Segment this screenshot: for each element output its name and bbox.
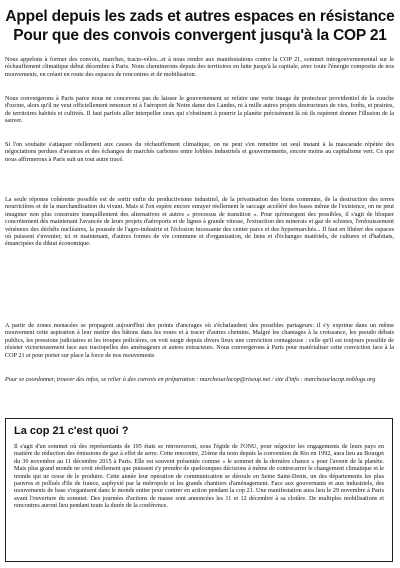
paragraph-zones: A partir de zones menacées se propagent aujourd'hui des points d'ancrages où s'échafaudent des possibles partageurs: il s'y exprime dans un même mouvement cette aspiration à leur mettre des bâtons dans les roues et à tracer d'autres chemins. Malgré les chantages à la croissance, les pseudo débats publics, les pressions judiciaires et les troupes policières, on voit surgir depuis divers lieux une conviction contagieuse : celle qu'il est toujours possible de résister victorieusement face aux tractopelles des aménageurs et autres extracteurs. Nous convergerons à Paris pour matérialiser cette conviction face à la COP 21 et pour porter sur place la force de nos mouvements	[5, 322, 394, 359]
info-box	[5, 418, 393, 562]
headline: Appel depuis les zads et autres espaces en résistance	[5, 8, 395, 25]
paragraph-response: La seule réponse cohérente possible est de sortir enfin du productivisme industriel, de la privatisation des biens communs, de la destruction des terres nourricières et de la marchandisation du vivant. Mais si l'on espère encore enrayer réellement le saccage accéléré des bases même de l'existence, on ne peut imaginer non plus construire tranquillement des alternatives et autres « processus de transition ». Pour qu'émergent des possibles, il s'agit de bloquer concrètement dès maintenant l'avancée de leurs projets d'aéroports et de lignes à grande vitesse, l'extraction des minerais et gaz de schistes, l'enfouissement vénéneux des déchêts nucléaires, la poussée de l'agro-industrie et l'éclosion incessante des center parcs et des hypermarchés... Il faut en libérer des espaces où puissent s'inventer, ici et maintenant, d'autres formes de vie commune et d'organisation, de liens et d'échanges matériels, de cultures et d'habitats, émancipées du diktat économique.	[5, 196, 394, 248]
subheadline: Pour que des convois convergent jusqu'à la COP 21	[13, 27, 387, 44]
info-box-title: La cop 21 c'est quoi ?	[14, 425, 129, 437]
paragraph-convergence: Nous convergerons à Paris parce nous ne concevons pas de laisser le gouvernement se refaire une verte image de protecteur providentiel de la couche d'ozone, alors qu'il ne veut officiellement renoncer ni à l'aéroport de Notre dame des Landes, ni à mille autres projets destructeurs de vies, forêts, et prairies, de territoires habités et cultivés. Il faut parfois aller interpeller ceux qui s'obstinent à pourrir la planète précisément là où ils espèrent donner l'illusion de la sauver.	[5, 95, 394, 125]
paragraph-climate: Si l'on souhaite s'attaquer réellement aux causes du réchauffement climatique, on ne peut s'en remettre un seul instant à la mascarade répétée des négociations perdues d'avances et des échanges de marchés carbones entre lobbies industriels et gouvernements, encore moins au capitalisme vert. Ce que nous affirmerons à Paris suit un tout autre tracé.	[5, 141, 394, 163]
info-box-text: Il s'agit d'un sommet où des représentants de 195 états se retrouveront, sous l'égide de l'ONU, pour négocier les engagements de leurs pays en matière de réduction des émissions de gaz à effet de serre. Cette rencontre, 21ème du nom depuis la convention de Rio en 1992, aura lieu au Bourget du 30 novembre au 11 décembre 2015 à Paris. Elle est souvent présentée comme « le sommet de la dernière chance » pour l'avenir de la planète. Mais plus grand monde ne croit réellement que puissent s'y prendre de quelconques décisions à même de contrecarrer le changement climatique et le monde qui ne cesse de le produire. Cette année leur opération de communication se déroule en Seine Saint-Denis, un des départements les plus pauvres et pollués d'ile de france, asphyxié par la métropole et les grands chantiers d'aménagement. Face aux gouvernants et aux industriels, des mouvements de base s'organisent dans le monde entier pour contrer en action pendant la cop 21. Une manifestation aura lieu le 29 novembre à Paris avant l'ouverture du sommet. Des journées d'actions de masse sont annoncées les 11 et 12 décembre à sa clotûre. De multiples mobilisations et rencontres auront lieu pendant toute la durée de la conférence.	[14, 443, 384, 510]
paragraph-contact: Pour se coordonner, trouver des infos, se relier à des convois en préparation : marchesurlacop@riseup.net / site d'info : marchesurlacop.noblogs.org	[5, 376, 376, 383]
paragraph-intro: Nous appelons à former des convois, marches, tracto-vélos...et à nous rendre aux manifestations contre la COP 21, sommet intergouvernemental sur le réchauffement climatique début décembre à Paris. Nous cheminerons depuis des territoires en lutte jusqu'à la capitale, avec toute l'énergie composite de nos mouvements, en créant en route des espaces de rencontres et de mobilisation.	[5, 56, 394, 78]
